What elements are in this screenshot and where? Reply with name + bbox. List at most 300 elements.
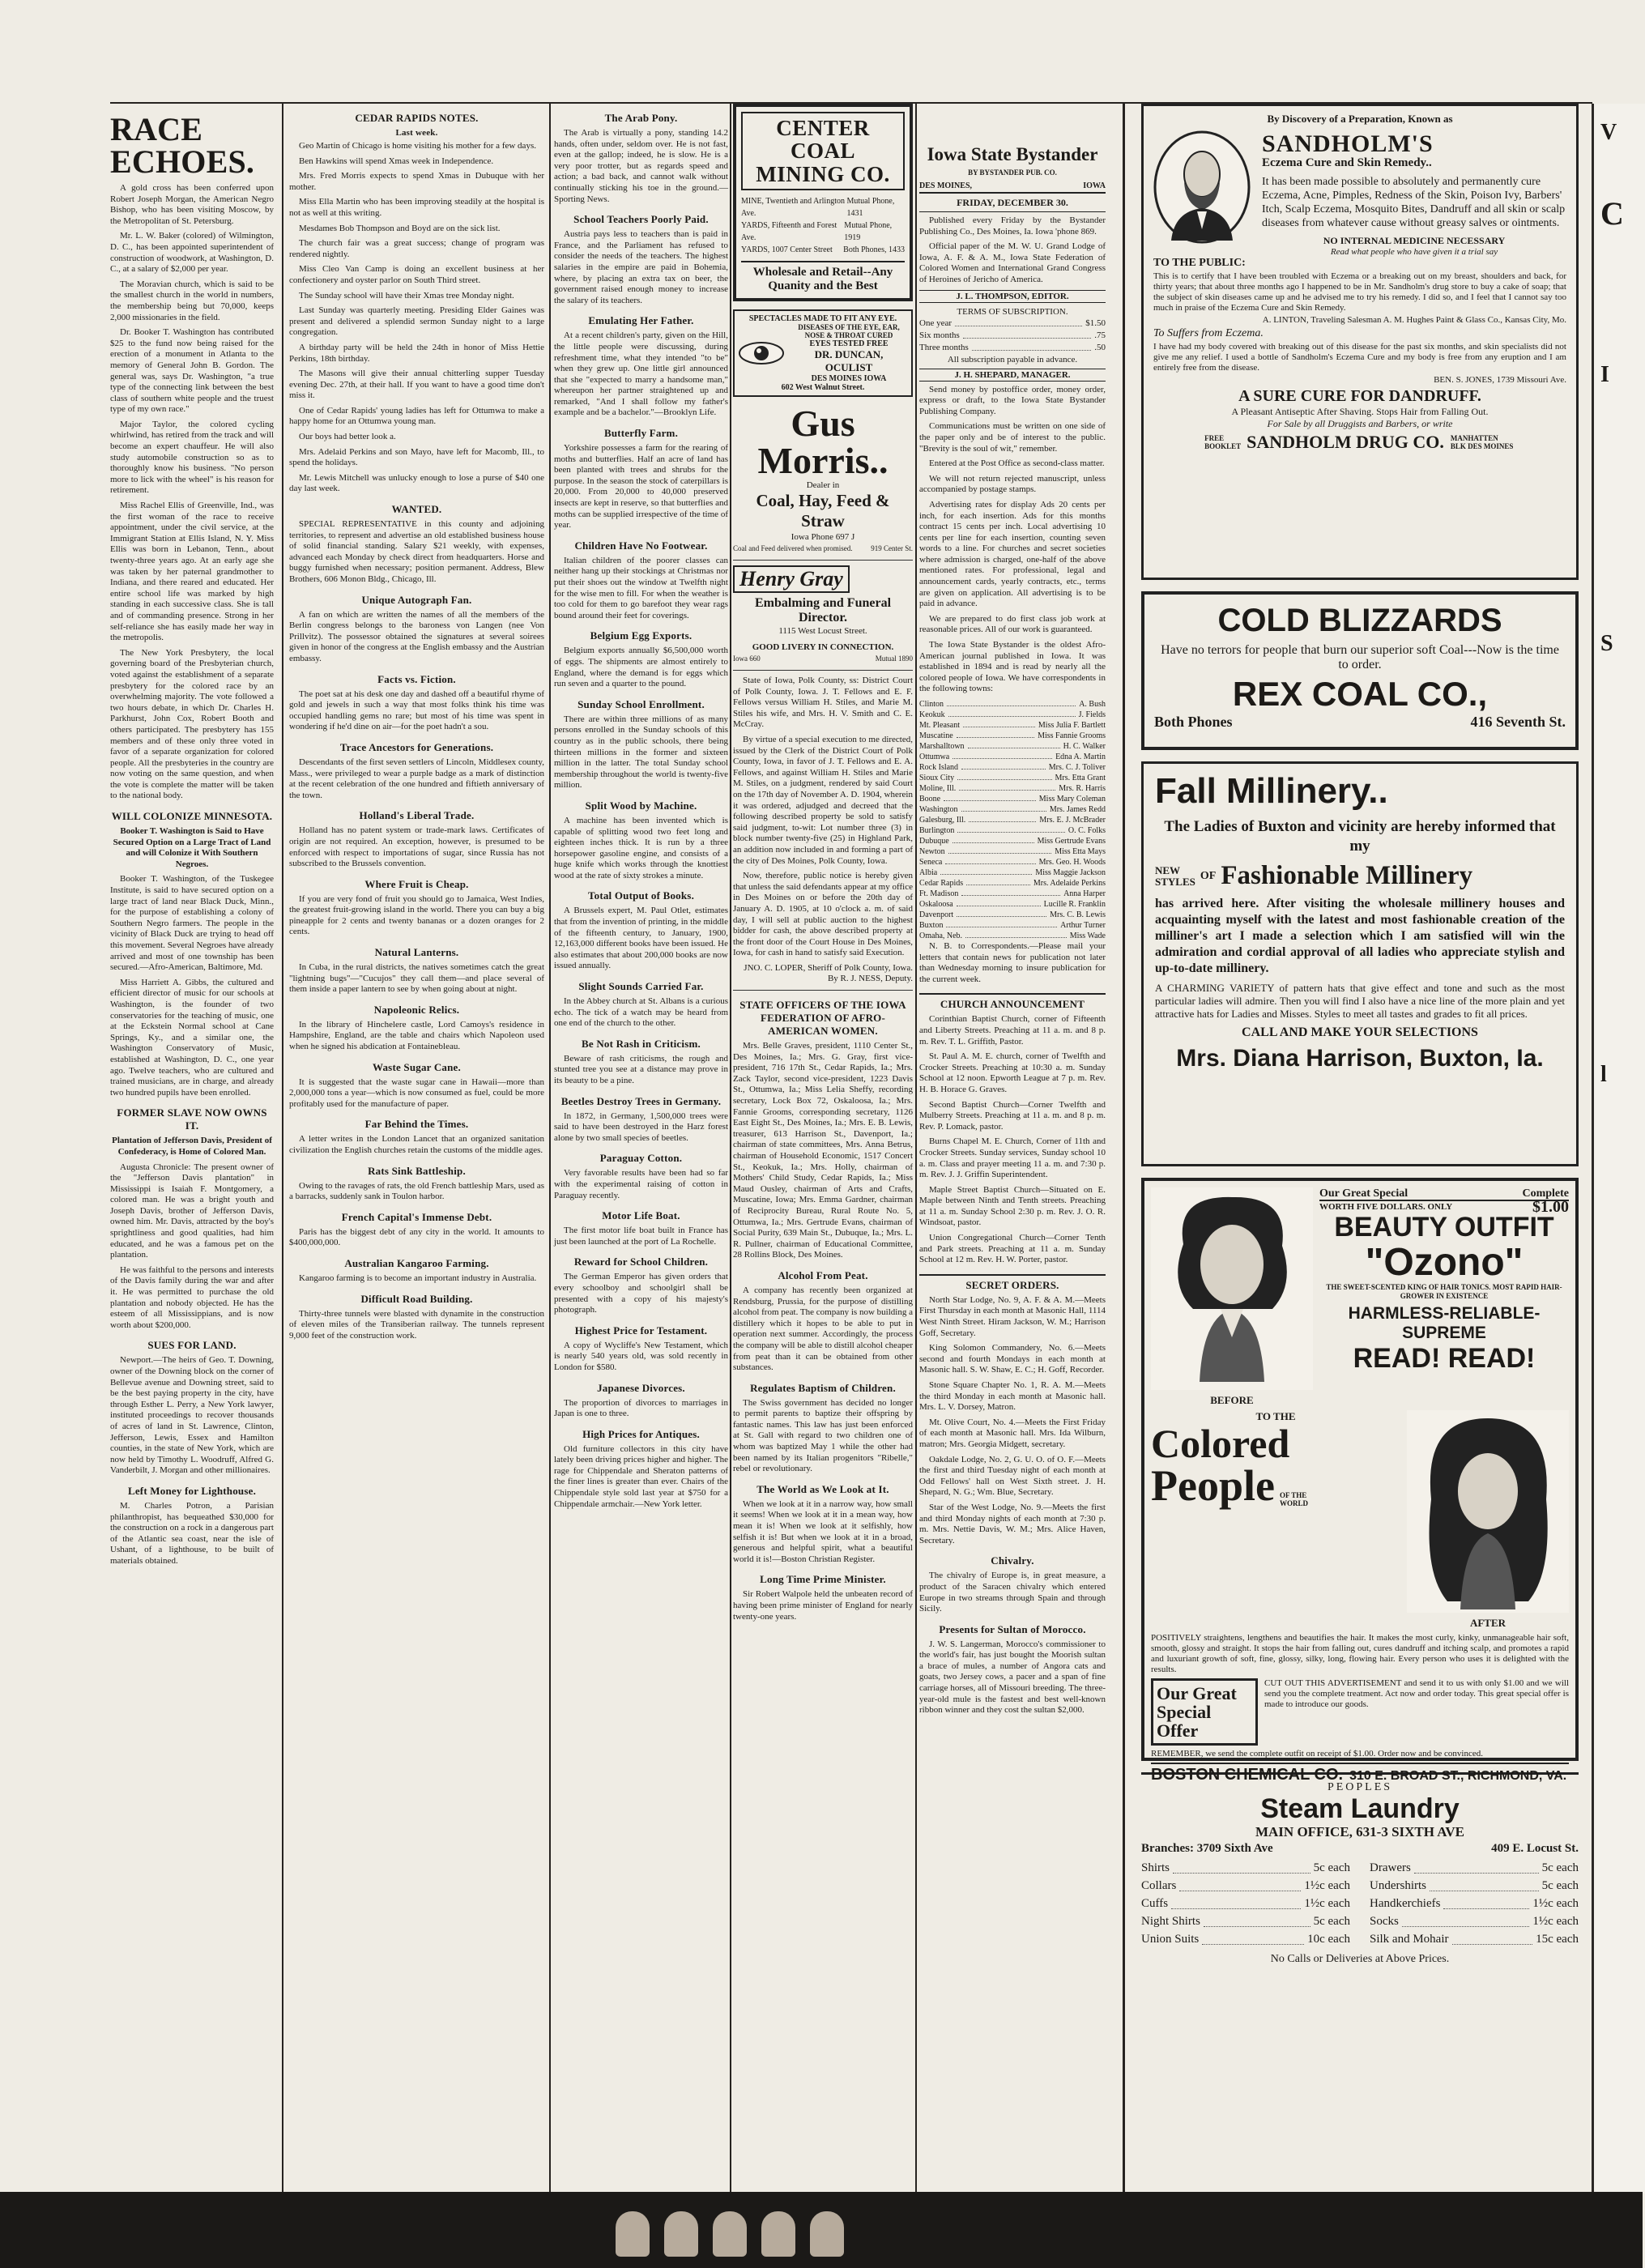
- correspondent-row: [919, 920, 1106, 931]
- article-heading: Napoleonic Relics.: [373, 1003, 460, 1016]
- correspondent-name: Miss Gertrude Evans: [1037, 837, 1106, 846]
- price-value: 1½c each: [1532, 1897, 1579, 1911]
- dateline-state: IOWA: [1083, 181, 1106, 190]
- price-row: [1370, 1912, 1579, 1930]
- correspondent-name: Mrs. Etta Grant: [1055, 774, 1106, 782]
- news-item: Geo Martin of Chicago is home visiting his mother for a few days.: [299, 141, 536, 151]
- ad-line: Iowa Phone 697 J: [791, 532, 855, 543]
- correspondent-town: Rock Island: [919, 763, 959, 772]
- price-list-left: [1141, 1859, 1350, 1948]
- ad-line: THE SWEET-SCENTED KING OF HAIR TONICS. MOST RAPID HAIR-GROWER IN EXISTENCE: [1326, 1283, 1562, 1301]
- ad-line: Embalming and Funeral Director.: [754, 596, 892, 625]
- correspondent-row: [919, 899, 1106, 910]
- correspondent-name: Miss Maggie Jackson: [1035, 868, 1106, 877]
- price-value: 10c each: [1307, 1933, 1350, 1946]
- correspondents-list: [919, 699, 1106, 941]
- column-ads-legal: [733, 104, 913, 2192]
- article-heading: Difficult Road Building.: [360, 1292, 473, 1305]
- article-heading: Total Output of Books.: [587, 889, 695, 902]
- notice: Send money by postoffice order, money order, express or draft, to the Iowa State Bystander Publishing Company.: [919, 384, 1106, 416]
- article-paragraph: He was faithful to the persons and interests of the Davis family during the war and after it. He was permitted to purchase the old plantation and nobody objected. He has the esteem of all Mississippians, and is now worth about $200,000.: [110, 1264, 274, 1330]
- center-coal-ad: [733, 104, 913, 301]
- price-value: 15c each: [1536, 1933, 1579, 1946]
- article-paragraph: Major Taylor, the colored cycling whirlwind, has retired from the track and will become an expert chauffeur. He will also study automobile construction so as to thoroughly know his business. "No person more to lick with the wheel" is his reason for retirement.: [110, 419, 274, 496]
- portrait-man-icon: [1153, 130, 1251, 244]
- article-heading: Reward for School Children.: [573, 1256, 709, 1268]
- secret-order-item: Oakdale Lodge, No. 2, G. U. O. of O. F.—Meets the first and third Tuesday night of each month at Odd Fellows' hall on West Sixth street. J. H. Shepard, N. G.; Wm. Blue, Secretary.: [919, 1454, 1106, 1498]
- news-item: Miss Cleo Van Camp is doing an excellent business at her confectionery and oyster parlor on South Third street.: [289, 264, 544, 285]
- correspondent-town: Mt. Pleasant: [919, 721, 960, 730]
- correspondent-name: Miss Fannie Grooms: [1038, 731, 1106, 740]
- correspondent-name: Anna Harper: [1063, 889, 1106, 898]
- ad-name: Henry Gray: [733, 565, 850, 593]
- article-heading: STATE OFFICERS OF THE IOWA FEDERATION OF AFRO-AMERICAN WOMEN.: [739, 999, 906, 1038]
- article-heading: Australian Kangaroo Farming.: [344, 1256, 489, 1269]
- ad-line: A Pleasant Antiseptic After Shaving. Stops Hair from Falling Out.: [1231, 406, 1489, 417]
- subscription-note: All subscription payable in advance.: [947, 354, 1078, 364]
- price-item: Night Shirts: [1141, 1915, 1200, 1929]
- ad-line: Coal and Feed delivered when promised.: [733, 544, 853, 553]
- correspondent-row: [919, 804, 1106, 815]
- finger-shape: [616, 2211, 650, 2257]
- correspondent-town: Cedar Rapids: [919, 879, 964, 888]
- ad-line: SPECTACLES MADE TO FIT ANY EYE.: [748, 314, 897, 324]
- article-paragraph: The German Emperor has given orders that every schoolboy and schoolgirl shall be presented with a copy of his majesty's photograph.: [554, 1272, 728, 1315]
- millinery-ad: [1141, 761, 1579, 1166]
- article-paragraph: Descendants of the first seven settlers of Lincoln, Middlesex county, Mass., were privileged to wear a purple badge as a mark of distinction at the recent celebration of the one hundred and fiftieth anniversary of the town.: [289, 757, 544, 800]
- correspondent-row: [919, 794, 1106, 804]
- price-item: Shirts: [1141, 1861, 1170, 1875]
- ad-line: A SURE CURE FOR DANDRUFF.: [1238, 387, 1481, 405]
- correspondent-name: Mrs. C. J. Toliver: [1048, 763, 1106, 772]
- ad-body: REMEMBER, we send the complete outfit on receipt of $1.00. Order now and be convinced.: [1151, 1749, 1483, 1759]
- news-item: Mrs. Fred Morris expects to spend Xmas in Dubuque with her mother.: [289, 171, 544, 192]
- article-paragraph: Austria pays less to teachers than is paid in France, and the Parliament has refused to consider the needs of the teachers. The highest salaries in the empire are paid in Bohemia, where, by placing an extra tax on beer, the government raised enough money to increase the salary of its teachers.: [554, 229, 728, 305]
- editor: J. L. THOMPSON, EDITOR.: [919, 290, 1106, 303]
- article-heading: FORMER SLAVE NOW OWNS IT.: [117, 1106, 267, 1132]
- news-item: Mrs. Adelaid Perkins and son Mayo, have left for Macomb, Ill., to spend the holidays.: [289, 446, 544, 468]
- article-heading: CEDAR RAPIDS NOTES.: [355, 112, 479, 124]
- news-item: The Sunday school will have their Xmas tree Monday night.: [299, 290, 514, 301]
- news-item: Our boys had better look a.: [299, 432, 396, 442]
- correspondent-name: Lucille R. Franklin: [1043, 900, 1106, 909]
- edge-letter: l: [1600, 1062, 1607, 1087]
- price-value: 1½c each: [1532, 1915, 1579, 1929]
- correspondent-town: Burlington: [919, 826, 955, 835]
- ad-line: Colored: [1151, 1421, 1290, 1466]
- article-paragraph: A copy of Wycliffe's New Testament, which is nearly 540 years old, was sold recently in London for $580.: [554, 1340, 728, 1372]
- church-item: Corinthian Baptist Church, corner of Fifteenth and Liberty Streets. Preaching at 11 a. m. and 8 p. m. Rev. T. L. Griffith, Pastor.: [919, 1014, 1106, 1047]
- finger-shape: [761, 2211, 795, 2257]
- edge-letter: V: [1600, 120, 1617, 145]
- price-value: 1½c each: [1304, 1897, 1350, 1911]
- ad-line: By Discovery of a Preparation, Known as: [1267, 113, 1453, 125]
- correspondent-name: H. C. Walker: [1063, 742, 1106, 751]
- article-paragraph: Dr. Booker T. Washington has contributed $25 to the fund now being raised for the erection of a monument in Atlanta to the memory of General John B. Gordon. The general was, says Dr. Washington, "a true type of the connecting link between the best class of southern white people and the truest type of my own race.": [110, 327, 274, 415]
- article-paragraph: Augusta Chronicle: The present owner of the "Jefferson Davis plantation" in Mississippi is Isaiah F. Montgomery, a colored man. He was a bright youth and Joseph Davis, brother of Jefferson Davis, owned him. Mr. Davis, attracted by the boy's sprightliness and good qualities, had him educated, and he was a famous pet on the plantation.: [110, 1162, 274, 1260]
- legal-notice: State of Iowa, Polk County, ss: District Court of Polk County, Iowa. J. T. Fellows and E. F. Fellows versus William H. Stiles, and Marie M. Stiles his wife, and Mrs. H. V. Smith and C. E. McCray.: [733, 676, 913, 730]
- ad-line: Dealer in: [806, 480, 840, 491]
- ad-line: HARMLESS-RELIABLE-SUPREME: [1348, 1304, 1541, 1343]
- news-item: The church fair was a great success; change of program was rendered nightly.: [289, 238, 544, 259]
- correspondent-name: Arthur Turner: [1060, 921, 1106, 930]
- price-item: Collars: [1141, 1879, 1177, 1893]
- price-row: [1141, 1859, 1350, 1877]
- correspondent-row: [919, 889, 1106, 899]
- article-heading: Waste Sugar Cane.: [373, 1060, 461, 1073]
- ad-name: SANDHOLM'S: [1262, 130, 1434, 157]
- divider: [733, 990, 913, 991]
- article-heading: Alcohol From Peat.: [778, 1268, 868, 1281]
- column-rule: [1123, 104, 1125, 2192]
- ad-line: NO INTERNAL MEDICINE NECESSARY: [1323, 235, 1506, 246]
- ad-line: Have no terrors for people that burn our superior soft Coal---Now is the time to order.: [1161, 643, 1559, 671]
- article-heading: Facts vs. Fiction.: [377, 672, 456, 685]
- price-row: [1370, 1877, 1579, 1895]
- correspondent-row: [919, 710, 1106, 720]
- article-heading: Trace Ancestors for Generations.: [339, 740, 494, 753]
- ad-line: OF THE WORLD: [1279, 1491, 1308, 1507]
- article-heading: Highest Price for Testament.: [574, 1324, 708, 1336]
- legal-notice: By virtue of a special execution to me directed, issued by the Clerk of the District Court of Polk County, Iowa, in favor of J. T. Fellows and E. A. Fellows, and against William H. Stiles and Marie M. Stiles, on a judgment, rendered by said Court on the 17th day of November A. D. 1904, wherein it was ordered, adjudged and decreed that the following described property be sold to satisfy said judgment, to-wit: Lot number three (3) in block number twenty-five (25) in Highland Park, an addition now included in and forming a part of the city of Des Moines, Polk County, Iowa.: [733, 735, 913, 866]
- article-paragraph: Newport.—The heirs of Geo. T. Downing, owner of the Downing block on the corner of Bellevue avenue and Downing street, said to be the best paying property in the city, have through Esther L. Perry, a New York lawyer, instituted proceedings to recover thousands of acres of land in St. Lawrence, Clinton, Jefferson, Lewis, Essex and Hamilton counties, in the state of New York, which are now held by Timothy L. Woodruff, Alfred G. Vanderbilt, J. Morgan and other millionaires.: [110, 1355, 274, 1476]
- gus-morris-ad: [733, 405, 913, 555]
- article-paragraph: The chivalry of Europe is, in great measure, a product of the Saracen chivalry which entered Europe in two streams through Spain and through Sicily.: [919, 1571, 1106, 1614]
- article-heading: Presents for Sultan of Morocco.: [939, 1622, 1086, 1635]
- correspondent-row: [919, 815, 1106, 825]
- article-heading: Beetles Destroy Trees in Germany.: [560, 1094, 722, 1107]
- price-item: Handkerchiefs: [1370, 1897, 1441, 1911]
- article-paragraph: Beware of rash criticisms, the rough and stunted tree you see at a distance may prove in its beauty to be a pine.: [554, 1053, 728, 1085]
- ad-line: FREE BOOKLET: [1204, 434, 1242, 450]
- ad-price: $1.00: [1532, 1198, 1569, 1216]
- article-heading: Sunday School Enrollment.: [577, 697, 705, 710]
- subscription-row: One year $1.50: [919, 318, 1106, 328]
- testimonial-signer: A. LINTON, Traveling Salesman A. M. Hughes Paint & Glass Co., Kansas City, Mo.: [1262, 315, 1566, 325]
- article-heading: Belgium Egg Exports.: [590, 629, 693, 642]
- article-paragraph: When we look at it in a narrow way, how small it seems! When we look at it in a mean way, how mean it is! When we look at it selfishly, how selfish it is! But when we look at it in a broad, generous and helpful spirit, what a beautiful world it is!—Boston Christian Register.: [733, 1498, 913, 1564]
- ad-line: MAIN OFFICE, 631-3 SIXTH AVE: [1255, 1824, 1465, 1840]
- article-paragraph: In Cuba, in the rural districts, the natives sometimes catch the great "lightning bugs"—"Cucujos" they call them—and place several of them inside a paper lantern to see by when going about at night.: [289, 962, 544, 995]
- correspondent-town: Albia: [919, 868, 938, 877]
- news-item: A birthday party will be held the 24th in honor of Miss Hettie Perkins, 18th birthday.: [289, 342, 544, 364]
- article-paragraph: The Swiss government has decided no longer to permit parents to baptize their offspring by fantastic names. This law has just been enforced at St. Gall with regard to two children one of whom was baptized May 1 while the other had been named by its Italian progenitors "Ribelle," rebel or revolutionary.: [733, 1397, 913, 1474]
- price-row: [1370, 1859, 1579, 1877]
- ad-heading: To Suffers from Eczema.: [1153, 327, 1264, 339]
- correspondent-name: Edna A. Martin: [1055, 752, 1106, 761]
- news-item: Mesdames Bob Thompson and Boyd are on the sick list.: [299, 223, 501, 233]
- price-list-right: [1370, 1859, 1579, 1948]
- oculist-ad: [733, 309, 913, 397]
- correspondent-row: [919, 878, 1106, 889]
- article-paragraph: SPECIAL REPRESENTATIVE in this county and adjoining territories, to represent and advertise an old established business house of solid financial standing. Salary $21 weekly, with expenses, advanced each Monday by check direct from headquarters. Horse and buggy furnished when necessary; position permanent. Address, Blew Brothers, 606 Monon Bldg., Chicago, Ill.: [289, 519, 544, 584]
- correspondent-town: Ottumwa: [919, 752, 950, 761]
- manager: J. H. SHEPARD, MANAGER.: [919, 369, 1106, 382]
- ad-line: STYLES: [1155, 875, 1195, 888]
- correspondent-row: [919, 857, 1106, 868]
- ad-line: GOOD LIVERY IN CONNECTION.: [752, 642, 894, 653]
- ad-title: CENTER COAL MINING CO.: [741, 112, 905, 190]
- ad-line: 3709 Sixth Ave: [1196, 1842, 1273, 1856]
- article-heading: Slight Sounds Carried Far.: [578, 980, 704, 993]
- price-value: 5c each: [1313, 1915, 1350, 1929]
- ad-line: TO THE: [1255, 1410, 1296, 1422]
- ad-line: Our Great Special: [1319, 1187, 1408, 1200]
- legal-notice: Now, therefore, public notice is hereby given that unless the said defendants appear at my office in Des Moines on or before the 20th day of January A. D. 1905, at 10 o'clock a. m. of said day, I will sell at public auction to the highest bidder for cash, the above described property at the front door of the Court House in Des Moines, Iowa, for cash in hand to satisfy said Execution.: [733, 871, 913, 958]
- article-heading: Paraguay Cotton.: [599, 1152, 683, 1165]
- subscription-heading: TERMS OF SUBSCRIPTION.: [957, 306, 1068, 317]
- ad-line: NEW: [1155, 863, 1181, 876]
- correspondent-row: [919, 825, 1106, 836]
- article-heading: Children Have No Footwear.: [574, 539, 708, 552]
- column-bystander: [919, 104, 1106, 2192]
- column-race-echoes: [110, 104, 274, 2192]
- article-paragraph: There are within three millions of as many persons enrolled in the Sunday schools of this country as in the public schools, there being thirteen millions in the former and sixteen million in the latter. The total Sunday school membership throughout the world is twenty-five million.: [554, 714, 728, 791]
- notice: We are prepared to do first class job work at reasonable prices. All of our work is guaranteed.: [919, 613, 1106, 635]
- ad-name: Gus Morris..: [757, 403, 889, 482]
- ad-line: Iowa 660: [733, 654, 761, 663]
- ad-line: For Sale by all Druggists and Barbers, or write: [1267, 418, 1453, 429]
- article-paragraph: Italian children of the poorer classes can neither hang up their stockings at Christmas nor put their shoes out the window at Twelfth night for the wise men to fill. For when the weather is too cold for them to go barefoot they wear rags bound around their feet for coverings.: [554, 555, 728, 620]
- article-paragraph: A Brussels expert, M. Paul Otlet, estimates that from the invention of printing, in the middle of the fifteenth century, to January, 1900, 12,163,000 different books have been issued. He also estimates that about 200,000 books are now issued annually.: [554, 906, 728, 971]
- ad-line: YARDS, Fifteenth and Forest Ave. Mutual Phone, 1919: [741, 221, 893, 243]
- ad-heading: TO THE PUBLIC:: [1153, 257, 1246, 269]
- ad-name: REX COAL CO.,: [1232, 675, 1488, 713]
- column-advertisements: [1141, 104, 1579, 2192]
- article-paragraph: At a recent children's party, given on the Hill, the little people were discussing, during refreshment time, what they intended "to be" when they grew up. One little girl announced that she "expected to marry a handsome man," whereupon her partner straightened up and remarked, "And I shall follow my father's example and be a bachelor."—Brooklyn Life.: [554, 330, 728, 418]
- correspondent-name: Miss Julia F. Bartlett: [1038, 721, 1106, 730]
- correspondent-town: Omaha, Neb.: [919, 932, 963, 940]
- article-heading: Butterfly Farm.: [603, 427, 679, 440]
- ad-title: BEAUTY OUTFIT: [1334, 1212, 1554, 1243]
- correspondent-row: [919, 783, 1106, 794]
- ad-line: READ! READ!: [1353, 1343, 1536, 1375]
- correspondent-row: [919, 752, 1106, 762]
- special-offer-badge: Our Great Special Offer: [1151, 1678, 1258, 1746]
- secret-order-item: Stone Square Chapter No. 1, R. A. M.—Meets the third Monday in each month at Masonic hall. Mrs. L. V. Dorsey, Matron.: [919, 1380, 1106, 1413]
- notice: The Iowa State Bystander is the oldest Afro-American journal published in Iowa. It was established in 1894 and is read by nearly all the colored people of Iowa. We have correspondents in the following towns:: [919, 640, 1106, 694]
- article-paragraph: Old furniture collectors in this city have lately been driving prices higher and higher. The rage for Chippendale and Sheraton patterns of the finer lines is greater than ever. Chairs of the Chippendale style sold last year at $750 for a Chippendale armchair.—New York letter.: [554, 1443, 728, 1509]
- ozono-ad: [1141, 1178, 1579, 1784]
- church-item: St. Paul A. M. E. church, corner of Twelfth and Crocker Streets. Preaching at 10:30 a. m. Sunday School at 12 noon. Epworth League at 7 p. m. Rev. H. B. Horace G. Graves.: [919, 1051, 1106, 1094]
- article-heading: Long Time Prime Minister.: [760, 1573, 886, 1586]
- secret-orders-heading: SECRET ORDERS.: [919, 1274, 1106, 1292]
- article-paragraph: Miss Rachel Ellis of Greenville, Ind., was the first woman of the race to receive appointment, under the civil service, at the Immigrant Station at Ellis Island, N. Y. Miss Ellis was born in Lebanon, Tenn., about twenty-three years ago. At an early age she was taken by her paternal grandmother to Indiana, and there reared and educated. Her entire school life was marked by high standing in each successive class. She is tall and of commanding presence. Strong in her self-reliance she has easily made her way in the metropolis.: [110, 501, 274, 643]
- ad-line: Fashionable Millinery: [1221, 861, 1473, 891]
- finger-shape: [664, 2211, 698, 2257]
- correspondent-town: Marshalltown: [919, 742, 965, 751]
- ad-body: POSITIVELY straightens, lengthens and beautifies the hair. It makes the most curly, kinky, unmanageable hair soft, smooth, glossy and straight. It stops the hair from falling out, cures dandruff and itching scalp, and promotes a rapid and luxuriant growth of soft, fine, glossy, silky, long, flowing hair. Every person who uses it is delighted with the results.: [1151, 1633, 1569, 1674]
- correspondent-town: Seneca: [919, 858, 943, 867]
- article-paragraph: Yorkshire possesses a farm for the rearing of moths and butterflies. Half an acre of land has been planted with trees and shrubs for the purpose. In the season the stock of caterpillars is 20,000. From 20,000 to 40,000 preserved insects are kept in reserve, so that butterflies and moths can be supplied irrespective of the time of year.: [554, 443, 728, 531]
- correspondent-row: [919, 910, 1106, 920]
- ad-title: COLD BLIZZARDS: [1217, 603, 1502, 638]
- correspondent-row: [919, 931, 1106, 941]
- column-rule: [730, 104, 731, 2192]
- price-row: [1370, 1895, 1579, 1912]
- article-paragraph: Paris has the biggest debt of any city in the world. It amounts to $400,000,000.: [289, 1226, 544, 1248]
- correspondent-row: [919, 731, 1106, 741]
- column-miscellany: [554, 104, 728, 2192]
- ad-line: PEOPLES: [1327, 1781, 1393, 1793]
- ad-body: has arrived here. After visiting the wholesale millinery houses and acquainting myself with the latest and most fashionable creation of the milliner's art I made a selection which I am satisfied will win the admiration and cordial approval of all ladies who appreciate stylish and up-to-date millinery.: [1155, 897, 1565, 976]
- news-item: Miss Ella Martin who has been improving steadily at the hospital is not as well at this writing.: [289, 197, 544, 218]
- secret-order-item: North Star Lodge, No. 9, A. F. & A. M.—Meets First Thursday in each month at Masonic Hall, 1114 West Ninth Street. Hiram Jackson, W. M.; Harrison Goff, Secretary.: [919, 1294, 1106, 1338]
- correspondents-note: N. B. to Correspondents.—Please mail your letters that contain news for publication not later than Wednesday morning to insure publication for the current week.: [919, 941, 1106, 984]
- article-subheading: Last week.: [395, 128, 438, 138]
- article-paragraph: In the library of Hinchelere castle, Lord Camoys's residence in Hampshire, England, are the table and chairs which Napoleon used when he signed his abdication at Fontainebleau.: [289, 1019, 544, 1052]
- ad-line: MINE, Twentieth and Arlington Ave. Mutual Phone, 1431: [741, 197, 895, 219]
- price-row: [1141, 1877, 1350, 1895]
- ad-name: DR. DUNCAN, OCULIST: [814, 348, 884, 374]
- ad-tagline: Wholesale and Retail--Any Quanity and the Best: [741, 261, 905, 293]
- secret-order-item: King Solomon Commandery, No. 6.—Meets second and fourth Mondays in each month at Masonic hall. S. W. Shaw, E. C.; H. Goff, Recorder.: [919, 1343, 1106, 1375]
- article-paragraph: If you are very fond of fruit you should go to Jamaica, West Indies, the greatest fruit-growing island in the world. There you can buy a big pineapple for 2 cents and twenty bananas or a dozen oranges for 2 cents.: [289, 893, 544, 937]
- article-heading: Emulating Her Father.: [588, 314, 694, 327]
- article-paragraph: In the Abbey church at St. Albans is a curious echo. The tick of a watch may be heard from one end of the church to the other.: [554, 996, 728, 1029]
- article-paragraph: A letter writes in the London Lancet that an organized sanitation civilization the English churches retain the customs of the middle ages.: [289, 1134, 544, 1155]
- article-heading: Unique Autograph Fan.: [361, 593, 472, 606]
- article-paragraph: Sir Robert Walpole held the unbeaten record of having been prime minister of England for nearly twenty-one years.: [733, 1589, 913, 1622]
- article-heading: School Teachers Poorly Paid.: [573, 213, 709, 226]
- article-heading: Where Fruit is Cheap.: [364, 877, 469, 890]
- correspondent-name: O. C. Folks: [1068, 826, 1106, 835]
- correspondent-town: Dubuque: [919, 837, 949, 846]
- publisher: BY BYSTANDER PUB. CO.: [968, 168, 1057, 177]
- ad-line: 1115 West Locust Street.: [778, 626, 867, 637]
- article-paragraph: Very favorable results have been had so far with the experimental raising of cotton in Paraguay recently.: [554, 1168, 728, 1200]
- article-heading: Chivalry.: [991, 1554, 1034, 1567]
- headline: RACE ECHOES.: [110, 111, 255, 180]
- ad-line: MANHATTEN BLK DES MOINES: [1450, 434, 1514, 450]
- column-rule: [549, 104, 551, 2192]
- church-item: Maple Street Baptist Church—Situated on E. Maple between Ninth and Tenth streets. Preaching at 11 a. m. Sunday School 2:30 p. m. Rev. J. O. R. Windsoat, pastor.: [919, 1184, 1106, 1228]
- price-item: Drawers: [1370, 1861, 1411, 1875]
- correspondent-name: Mrs. Adelaide Perkins: [1033, 879, 1106, 888]
- article-paragraph: The New York Presbytery, the local governing board of the Presbyterian church, voted against the establishment of a separate presbytery for the colored race by an overwhelming majority. The vote followed a two hours debate, in which Dr. Charles H. Parkhurst, John Cox, Robert Booth and others participated. The presbytery has 155 members and of these only three voted in favor of a separate organization for colored people. All the presbyteries in the country are now voting on the same question, and when the vote is complete the matter will be taken to the national body.: [110, 647, 274, 801]
- testimonial: This is to certify that I have been troubled with Eczema or a breaking out on my breast, shoulders and back, for thirty years; that about three months ago I happened to be in Mr. Sandholm's drug store to buy a cake of soap; that the subject of skin diseases came up and he advised me to try his remedy. I did so, and I feel that I cannot say too much in praise of the Eczema Cure and Skin Remedy.: [1153, 271, 1566, 313]
- divider: [733, 670, 913, 671]
- article-paragraph: Kangaroo farming is to become an important industry in Australia.: [299, 1273, 537, 1283]
- correspondent-name: Miss Wade: [1069, 932, 1106, 940]
- edge-letter: C: [1600, 195, 1624, 232]
- ad-product: Eczema Cure and Skin Remedy..: [1262, 156, 1432, 169]
- price-value: 5c each: [1313, 1861, 1350, 1875]
- ad-line: The Ladies of Buxton and vicinity are hereby informed that my: [1164, 818, 1556, 855]
- ad-line: Coal, Hay, Feed & Straw: [756, 491, 890, 531]
- testimonial: I have had my body covered with breaking out of this disease for the past six months, and skin specialists did not give me any relief. I used a bottle of Sandholm's Eczema Cure and my body is free from any eruption and I am entirely free from the disease.: [1153, 342, 1566, 373]
- correspondent-town: Newton: [919, 847, 945, 856]
- article-heading: Far Behind the Times.: [364, 1118, 469, 1131]
- church-item: Burns Chapel M. E. Church, Corner of 11th and Crocker Streets. Sunday services, Sunday school 10 a. m. Class and prayer meeting 11 a. m. and 7:30 p. m. Rev. J. J. Griffin Superintendent.: [919, 1136, 1106, 1180]
- correspondent-name: A. Bush: [1079, 700, 1106, 709]
- price-item: Silk and Mohair: [1370, 1933, 1449, 1946]
- notice: We will not return rejected manuscript, unless accompanied by postage stamps.: [919, 473, 1106, 495]
- correspondent-town: Keokuk: [919, 710, 945, 719]
- correspondent-town: Boone: [919, 795, 941, 804]
- news-item: Ben Hawkins will spend Xmas week in Independence.: [299, 156, 494, 166]
- news-item: The Masons will give their annual chitterling supper Tuesday evening Dec. 27th, at their hall. If you want to have a good time don't miss it.: [289, 369, 544, 401]
- correspondent-row: [919, 741, 1106, 752]
- price-item: Socks: [1370, 1915, 1399, 1929]
- article-paragraph: A gold cross has been conferred upon Robert Joseph Morgan, the American Negro Bishop, who has been visiting Moscow, by the Metropolitan of St. Petersburg.: [110, 183, 274, 226]
- correspondent-town: Ft. Madison: [919, 889, 959, 898]
- laundry-ad: [1141, 1772, 1579, 1966]
- article-subheading: Booker T. Washington is Said to Have Secured Option on a Large Tract of Land and will Colonize it With Southern Negroes.: [113, 826, 271, 869]
- masthead: Iowa State Bystander: [927, 144, 1098, 164]
- secret-order-item: Mt. Olive Court, No. 4.—Meets the First Friday of each month at Masonic hall. Mrs. Ida Wilburn, matron; Mrs. Georgia Midgett, secretary.: [919, 1417, 1106, 1449]
- price-row: [1141, 1930, 1350, 1948]
- article-heading: Regulates Baptism of Children.: [750, 1381, 896, 1394]
- issue-date: FRIDAY, DECEMBER 30.: [919, 197, 1106, 212]
- news-item: Mr. Lewis Mitchell was unlucky enough to lose a purse of $40 one day last week.: [289, 472, 544, 494]
- ad-line: Complete: [1522, 1187, 1569, 1200]
- article-paragraph: Holland has no patent system or trade-mark laws. Certificates of origin are not required. An exception, however, is presumed to be enforced with respect to importations of sugar, since Russia has not subscribed to the Brussels convention.: [289, 825, 544, 869]
- pub-info: Official paper of the M. W. U. Grand Lodge of Iowa, A. F. & A. M., Iowa State Federation of Colored Women and International Grand Congress of Heroines of Jericho of America.: [919, 241, 1106, 284]
- sheriff-signature: JNO. C. LOPER, Sheriff of Polk County, Iowa. By R. J. NESS, Deputy.: [744, 962, 913, 984]
- news-item: One of Cedar Rapids' young ladies has left for Ottumwa to make a happy home for an Ottumwa young man.: [289, 405, 544, 427]
- column-cedar-rapids: [289, 104, 544, 2192]
- ad-line: WORTH FIVE DOLLARS. ONLY: [1319, 1202, 1453, 1212]
- correspondent-name: J. Fields: [1078, 710, 1106, 719]
- henry-gray-ad: [733, 565, 913, 665]
- edge-letter: I: [1600, 362, 1609, 387]
- woman-before-portrait-icon: [1151, 1187, 1313, 1390]
- pub-info: Published every Friday by the Bystander Publishing Co., Des Moines, Ia. Iowa 'phone 869.: [919, 215, 1106, 237]
- column-rule: [915, 104, 917, 2192]
- article-paragraph: In 1872, in Germany, 1,500,000 trees were said to have been destroyed in the Harz forest alone by two small species of beetles.: [554, 1111, 728, 1143]
- article-heading: Natural Lanterns.: [374, 946, 459, 959]
- ad-line: 602 West Walnut Street.: [781, 383, 865, 393]
- ad-line: YARDS, 1007 Center Street Both Phones, 1433: [741, 245, 905, 255]
- article-paragraph: J. W. S. Langerman, Morocco's commissioner to the world's fair, has just bought the Moorish sultan a brace of mules, a number of Angora cats and goats, two Jersey cows, a pacer and a span of fine carriage horses, all of Missouri breeding. The three-year-old mule is the fastest and best well-known ribbon winner and they cost the sultan $2,000.: [919, 1639, 1106, 1716]
- price-value: 5c each: [1541, 1861, 1579, 1875]
- ad-title: Steam Laundry: [1260, 1793, 1460, 1824]
- correspondent-name: Mrs. E. J. McBrader: [1039, 816, 1106, 825]
- correspondent-town: Sioux City: [919, 774, 955, 782]
- article-paragraph: Belgium exports annually $6,500,000 worth of eggs. The shipments are almost entirely to England, where the demand is for eggs which run seven and a quarter to the pound.: [554, 646, 728, 689]
- article-paragraph: The proportion of divorces to marriages in Japan is one to three.: [554, 1397, 728, 1419]
- article-paragraph: It is suggested that the waste sugar cane in Hawaii—more than 2,000,000 tons a year—which is now consumed as fuel, could be more profitably used for the manufacture of paper.: [289, 1076, 544, 1109]
- article-paragraph: Miss Harriett A. Gibbs, the cultured and efficient director of music for our schools at Washington, is the founder of two conservatories for the teaching of music, one at the Eckstein Normal school at Cane Springs, Ky., and a similar one, the Washington Conservatory of Music, established at Washington, D. C., one year ago. Twelve teachers, who are cultured and trained musicians, are in charge, and already two hundred pupils have been enrolled.: [110, 977, 274, 1098]
- article-paragraph: The first motor life boat built in France has just been launched at the port of La Rochelle.: [554, 1226, 728, 1247]
- article-heading: Rats Sink Battleship.: [368, 1164, 466, 1177]
- ad-footer: No Calls or Deliveries at Above Prices.: [1270, 1953, 1450, 1966]
- article-paragraph: The Arab is virtually a pony, standing 14.2 hands, often under, seldom over. He is not fast, even at the gallop; indeed, he is slow. He is a very poor trotter, but as regards speed and action; a bad back, and cannot walk without continually sticking his toe in the ground.—Sporting News.: [554, 128, 728, 204]
- correspondent-name: Miss Mary Coleman: [1038, 795, 1106, 804]
- ad-line: 409 E. Locust St.: [1491, 1842, 1579, 1856]
- article-heading: French Capital's Immense Debt.: [341, 1210, 492, 1223]
- notice: Communications must be written on one side of the paper only and be of interest to the public. "Brevity is the soul of wit," remember.: [919, 421, 1106, 454]
- edge-letter: S: [1600, 631, 1613, 656]
- correspondent-town: Buxton: [919, 921, 944, 930]
- ad-body: A CHARMING VARIETY of pattern hats that give effect and tone and such as the most particular ladies will admire. Then you will find I also have a nice line of the more plain and yet attractive hats for Ladies and Misses. Styles to meet all tastes and grades to fit all prices.: [1155, 982, 1565, 1021]
- eye-icon: [738, 339, 785, 367]
- correspondent-town: Muscatine: [919, 731, 953, 740]
- article-heading: Japanese Divorces.: [597, 1381, 685, 1394]
- rex-coal-ad: [1141, 591, 1579, 750]
- notice: Entered at the Post Office as second-class matter.: [929, 458, 1105, 469]
- subscription-row: Six months .75: [919, 330, 1106, 340]
- price-row: [1370, 1930, 1579, 1948]
- article-paragraph: Mrs. Belle Graves, president, 1110 Center St., Des Moines, Ia.; Mrs. G. Gray, first vice-president, 716 17th St., Cedar Rapids, Ia.; Mrs. Zack Taylor, second vice-president, 1223 Davis St., Ottumwa, Ia.; Miss Lelia Sheffy, recording secretary, Lock Box 72, Oskaloosa, Ia.; Mrs. Fannie Grooms, corresponding secretary, 1126 East Eight St., Des Moines, Ia.; Mrs. E. B. Lewis, treasurer, 613 Harrison St., Davenport, Ia.; chairman of state committees, Mrs. Anna Betrus, chairman of Household Economic, 1517 Concert St., Keokuk, Ia.; Mrs. Holly, chairman of Mothers' Child Study, Cedar Rapids, Ia.; Miss Maud Ousley, chairman of Arts and Crafts, Muscatine, Iowa; Mrs. Emma Gardner, chairman of Reciprocity Bureau, Rural Route No. 5, Ottumwa, Ia.; Mrs. Gertrude Evans, chairman of Social Purity, 639 Main St., Dubuque, Ia.; Mrs. L. R. Pullner, chairman of Educational Committee, 28 Rollins Block, Des Moines.: [733, 1041, 913, 1260]
- church-item: Second Baptist Church—Corner Twelfth and Mulberry Streets. Preaching at 11 a. m. and 8 p. m. Rev. P. Lomack, pastor.: [919, 1099, 1106, 1132]
- article-paragraph: The poet sat at his desk one day and dashed off a beautiful rhyme of gold and jewels in such a way that most folks think his time was occupied handling gems no rare; but most of his time was spent in wondering if he'd dine on air—for the poet hadn't a sou.: [289, 688, 544, 732]
- article-paragraph: A fan on which are written the names of all the members of the Berlin congress belongs to the baroness von Langen (nee Von Prillvitz). The possessor obtained the signatures at several soirees given in honor of the congress at the English embassy and the Austrian embassy.: [289, 609, 544, 663]
- column-rule: [282, 104, 283, 2192]
- ad-line: People: [1151, 1461, 1275, 1510]
- ad-line: DES MOINES IOWA: [811, 374, 887, 384]
